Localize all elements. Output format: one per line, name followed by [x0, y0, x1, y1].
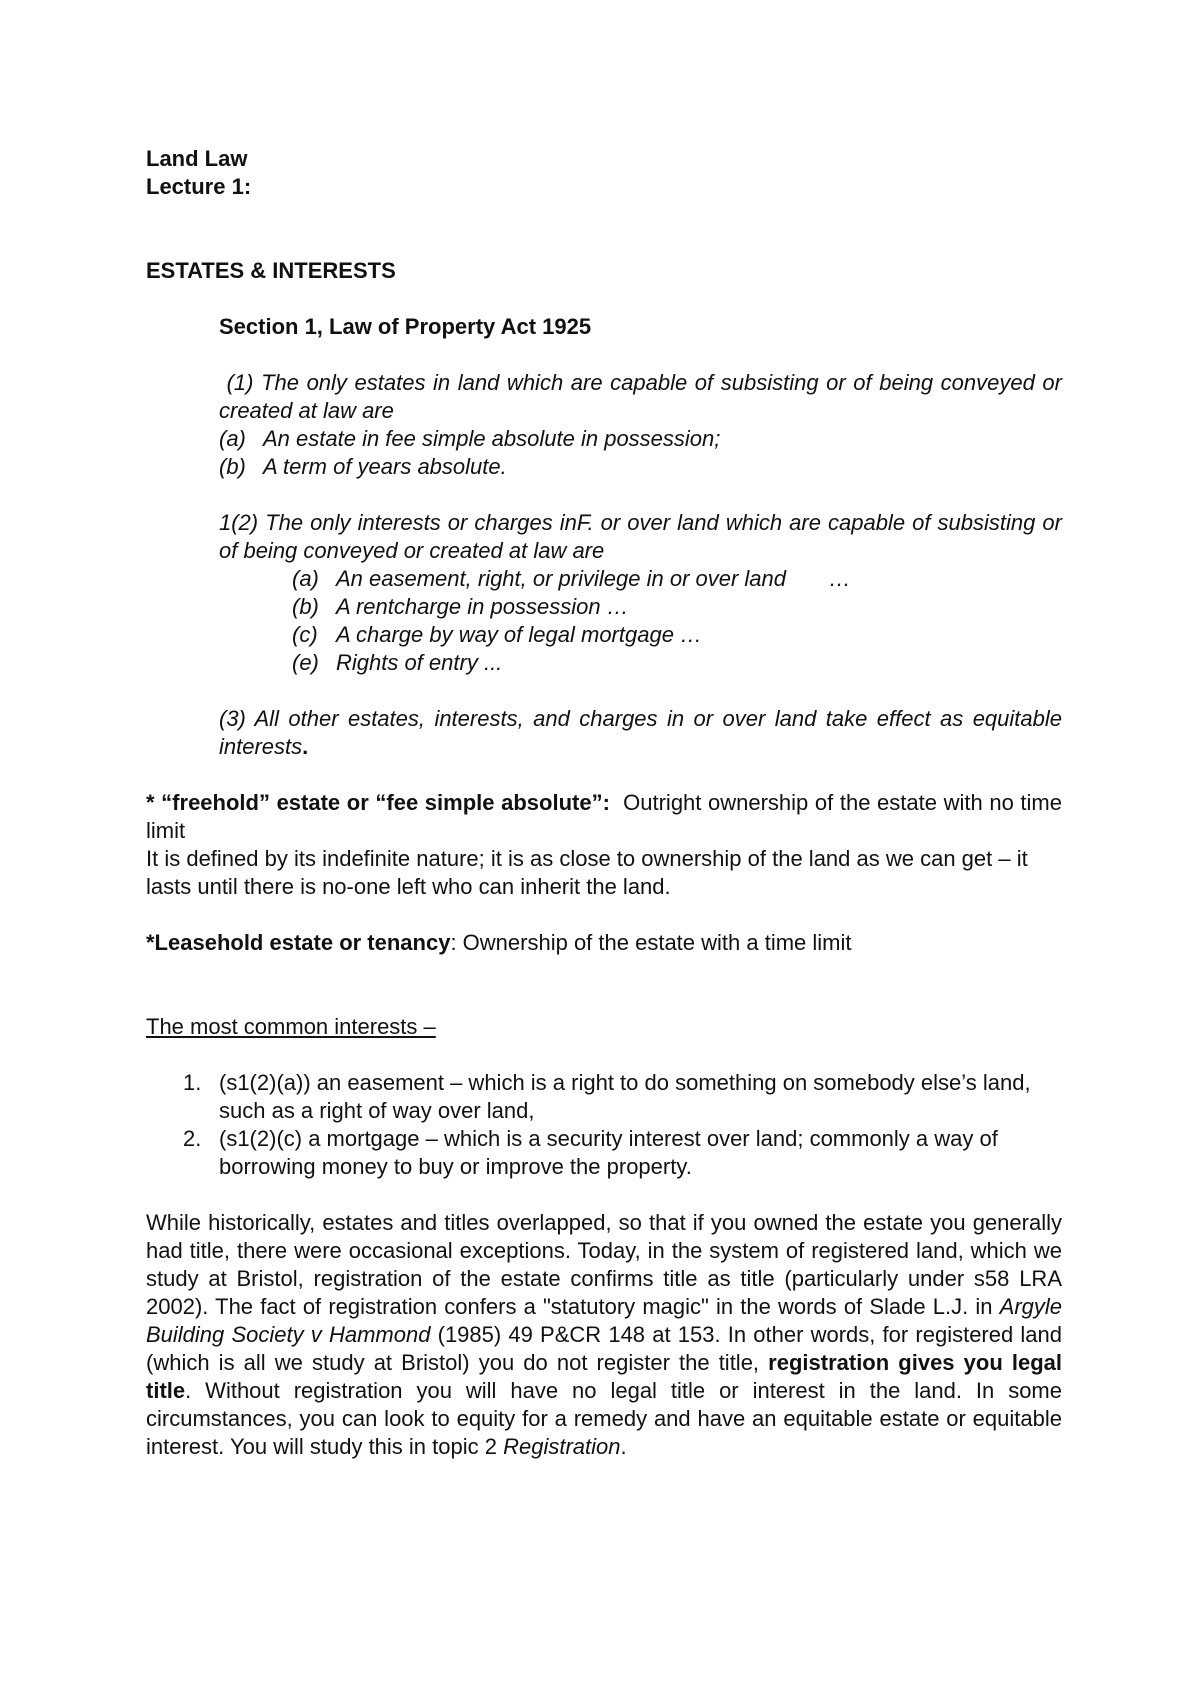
- section-1-1-text: (1) The only estates in land which are capable of subsisting or of being conveyed or created at law are: [219, 370, 1062, 423]
- section-1-2-items: [292, 565, 1062, 677]
- section-1-3-text: (3) All other estates, interests, and charges in or over land take effect as equitable interests.: [219, 706, 1062, 759]
- leasehold-definition: *Leasehold estate or tenancy: Ownership of the estate with a time limit: [146, 930, 852, 955]
- section-1-2-text: 1(2) The only interests or charges inF. or over land which are capable of subsisting or of being conveyed or created at law are: [219, 510, 1062, 563]
- freehold-explanation: It is defined by its indefinite nature; it is as close to ownership of the land as we can get – it lasts until there is no-one left who can inherit the land.: [146, 846, 1028, 899]
- course-title: Land Law: [146, 146, 248, 171]
- main-heading: ESTATES & INTERESTS: [146, 258, 396, 283]
- section-1-2-item-c: (c) A charge by way of legal mortgage …: [292, 622, 703, 647]
- document-page: [146, 145, 1062, 1461]
- leasehold-term: *Leasehold estate or tenancy: [146, 930, 451, 955]
- section-1-2: [219, 509, 1062, 565]
- common-interests-list: [146, 1069, 1062, 1181]
- statute-title: Section 1, Law of Property Act 1925: [219, 314, 592, 339]
- freehold-definition: * “freehold” estate or “fee simple absolute”: Outright ownership of the estate with no time limit: [146, 790, 1062, 843]
- common-interests-heading: The most common interests –: [146, 1014, 436, 1039]
- emphasis-text: registration gives you legal title: [146, 1350, 1062, 1403]
- freehold-term: * “freehold” estate or “fee simple absolute”:: [146, 790, 610, 815]
- topic-reference: Registration: [503, 1434, 621, 1459]
- list-item: 2. (s1(2)(c) a mortgage – which is a security interest over land; commonly a way of borrowing money to buy or improve the property.: [183, 1126, 998, 1179]
- section-1-1-item-a: (a) An estate in fee simple absolute in possession;: [219, 426, 721, 451]
- section-1-1: [219, 369, 1062, 481]
- section-1-3: [219, 705, 1062, 761]
- list-item: 1. (s1(2)(a)) an easement – which is a right to do something on somebody else’s land, such as a right of way over land,: [183, 1070, 1031, 1123]
- section-1-2-item-b: (b) A rentcharge in possession …: [292, 594, 629, 619]
- closing-paragraph: While historically, estates and titles overlapped, so that if you owned the estate you generally had title, there were occasional exceptions. Today, in the system of registered land, which we study at Bristol, registration of the estate confirms title as title (particularly under s58 LRA 2002). The fact of registration confers a "statutory magic" in the words of Slade L.J. in Argyle Building Society v Hammond (1985) 49 P&CR 148 at 153. In other words, for registered land (which is all we study at Bristol) you do not register the title, registration gives you legal title. Without registration you will have no legal title or interest in the land. In some circumstances, you can look to equity for a remedy and have an equitable estate or equitable interest. You will study this in topic 2 Registration.: [146, 1210, 1062, 1459]
- section-1-1-item-b: (b) A term of years absolute.: [219, 454, 507, 479]
- section-1-2-item-e: (e) Rights of entry ...: [292, 650, 503, 675]
- lecture-title: Lecture 1:: [146, 174, 252, 199]
- section-1-2-item-a: (a) An easement, right, or privilege in or over land …: [292, 566, 851, 591]
- case-citation: Argyle Building Society v Hammond: [146, 1294, 1062, 1347]
